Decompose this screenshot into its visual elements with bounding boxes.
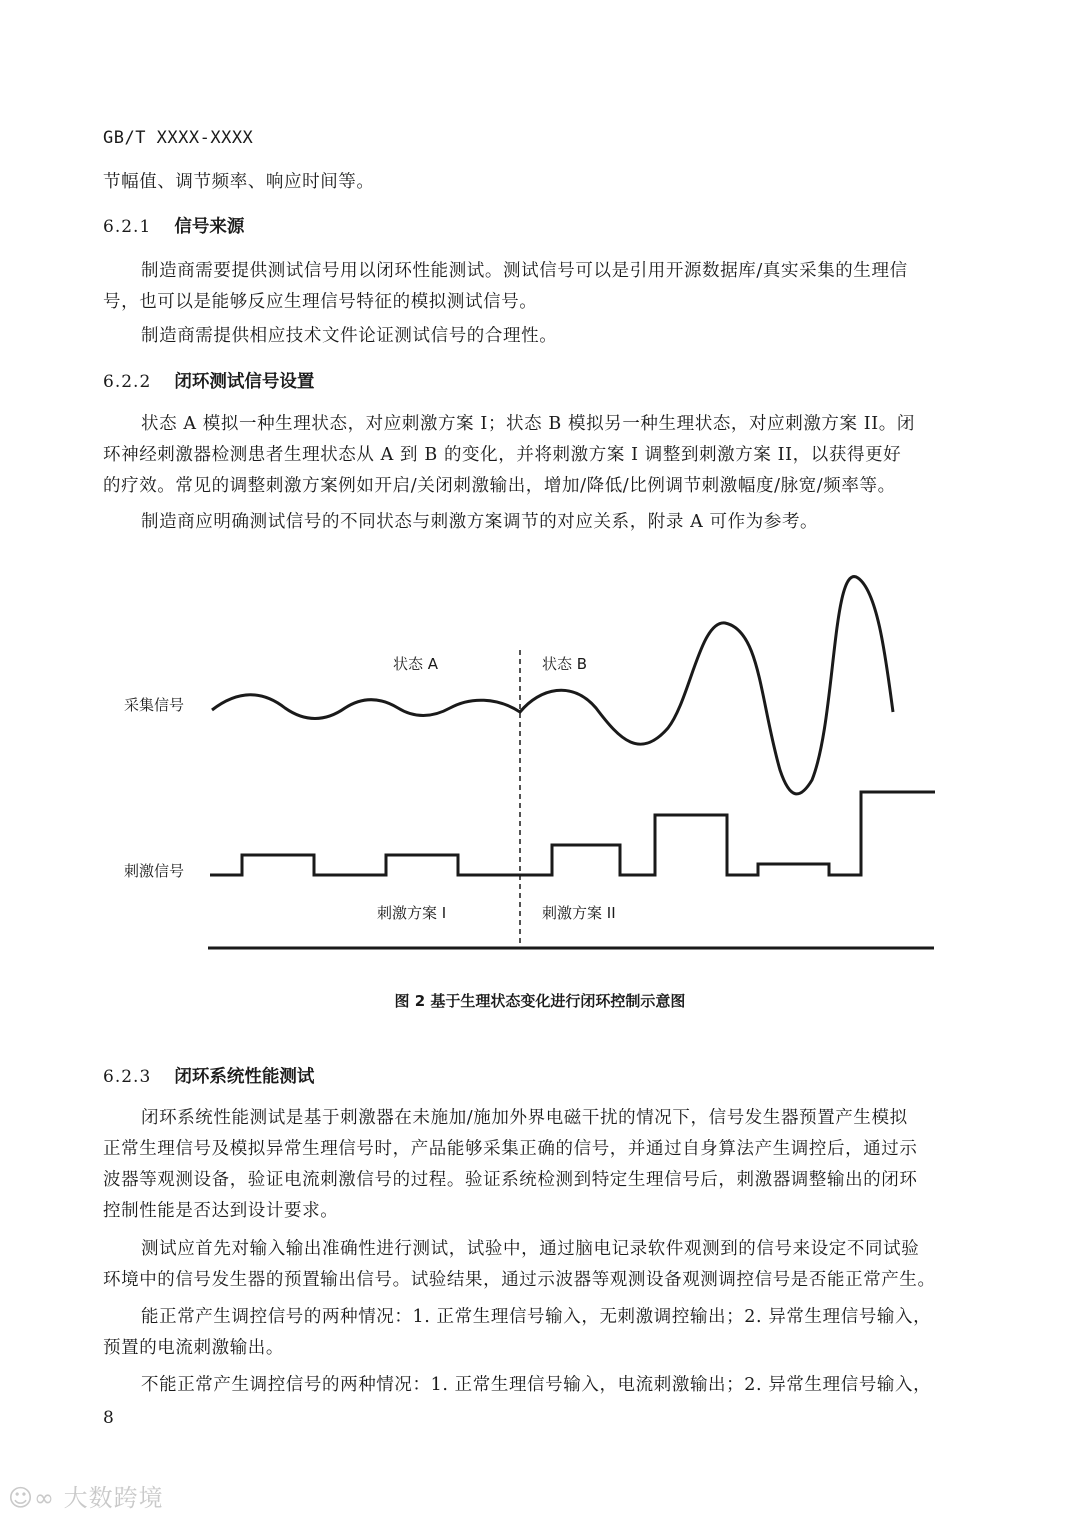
acquired-signal-wave [212,577,893,794]
paragraph-line: 节幅值、调节频率、响应时间等。 [103,172,375,192]
paragraph-line: 预置的电流刺激输出。 [103,1338,284,1358]
paragraph-line: 控制性能是否达到设计要求。 [103,1201,339,1221]
section-number: 6.2.2 [103,372,152,392]
section-number: 6.2.1 [103,217,152,237]
paragraph-line: 测试应首先对输入输出准确性进行测试，试验中，通过脑电记录软件观测到的信号来设定不同试验 [141,1239,920,1259]
paragraph-line: 的疗效。常见的调整刺激方案例如开启/关闭刺激输出，增加/降低/比例调节刺激幅度/脉宽/频率等。 [103,476,896,496]
paragraph-line: 状态 A 模拟一种生理状态，对应刺激方案 I；状态 B 模拟另一种生理状态，对应刺激方案 II。闭 [141,414,916,434]
section-title: 信号来源 [174,217,245,237]
section-heading-6-2-2 [103,368,314,393]
closed-loop-diagram [0,560,1080,970]
watermark-logo-icon: ☺∞ [8,1484,64,1512]
paragraph-line: 制造商需提供相应技术文件论证测试信号的合理性。 [141,326,558,346]
section-title: 闭环系统性能测试 [174,1067,315,1087]
watermark [8,1478,164,1513]
standard-number: GB/T XXXX-XXXX [103,128,254,148]
section-heading-6-2-1 [103,213,244,238]
stim-plan-1-label: 刺激方案 I [377,904,447,922]
figure-caption: 图 2 基于生理状态变化进行闭环控制示意图 [394,992,686,1010]
section-heading-6-2-3 [103,1063,314,1088]
paragraph-line: 制造商应明确测试信号的不同状态与刺激方案调节的对应关系，附录 A 可作为参考。 [141,512,819,532]
state-b-label: 状态 B [542,655,588,673]
paragraph-line: 能正常产生调控信号的两种情况：1. 正常生理信号输入，无刺激调控输出；2. 异常生理信号输入， [141,1307,932,1327]
paragraph-line: 闭环系统性能测试是基于刺激器在未施加/施加外界电磁干扰的情况下，信号发生器预置产生模拟 [141,1108,908,1128]
paragraph-line: 号，也可以是能够反应生理信号特征的模拟测试信号。 [103,292,538,312]
paragraph-line: 不能正常产生调控信号的两种情况：1. 正常生理信号输入，电流刺激输出；2. 异常生理信号输入， [141,1375,932,1395]
section-title: 闭环测试信号设置 [174,372,315,392]
state-a-label: 状态 A [393,655,439,673]
section-number: 6.2.3 [103,1067,152,1087]
acquired-signal-label: 采集信号 [124,696,185,714]
paragraph-line: 正常生理信号及模拟异常生理信号时，产品能够采集正确的信号，并通过自身算法产生调控后，通过示 [103,1139,918,1159]
paragraph-line: 波器等观测设备，验证电流刺激信号的过程。验证系统检测到特定生理信号后，刺激器调整输出的闭环 [103,1170,918,1190]
watermark-text: 大数跨境 [63,1484,164,1512]
paragraph-line: 环神经刺激器检测患者生理状态从 A 到 B 的变化，并将刺激方案 I 调整到刺激方案 II，以获得更好 [103,445,902,465]
page-number: 8 [103,1408,114,1428]
stimulation-signal-label: 刺激信号 [124,862,185,880]
paragraph-line: 制造商需要提供测试信号用以闭环性能测试。测试信号可以是引用开源数据库/真实采集的生理信 [141,261,908,281]
stim-plan-2-label: 刺激方案 II [542,904,616,922]
stimulation-signal-wave [210,792,935,875]
paragraph-line: 环境中的信号发生器的预置输出信号。试验结果，通过示波器等观测设备观测调控信号是否能正常产生。 [103,1270,936,1290]
